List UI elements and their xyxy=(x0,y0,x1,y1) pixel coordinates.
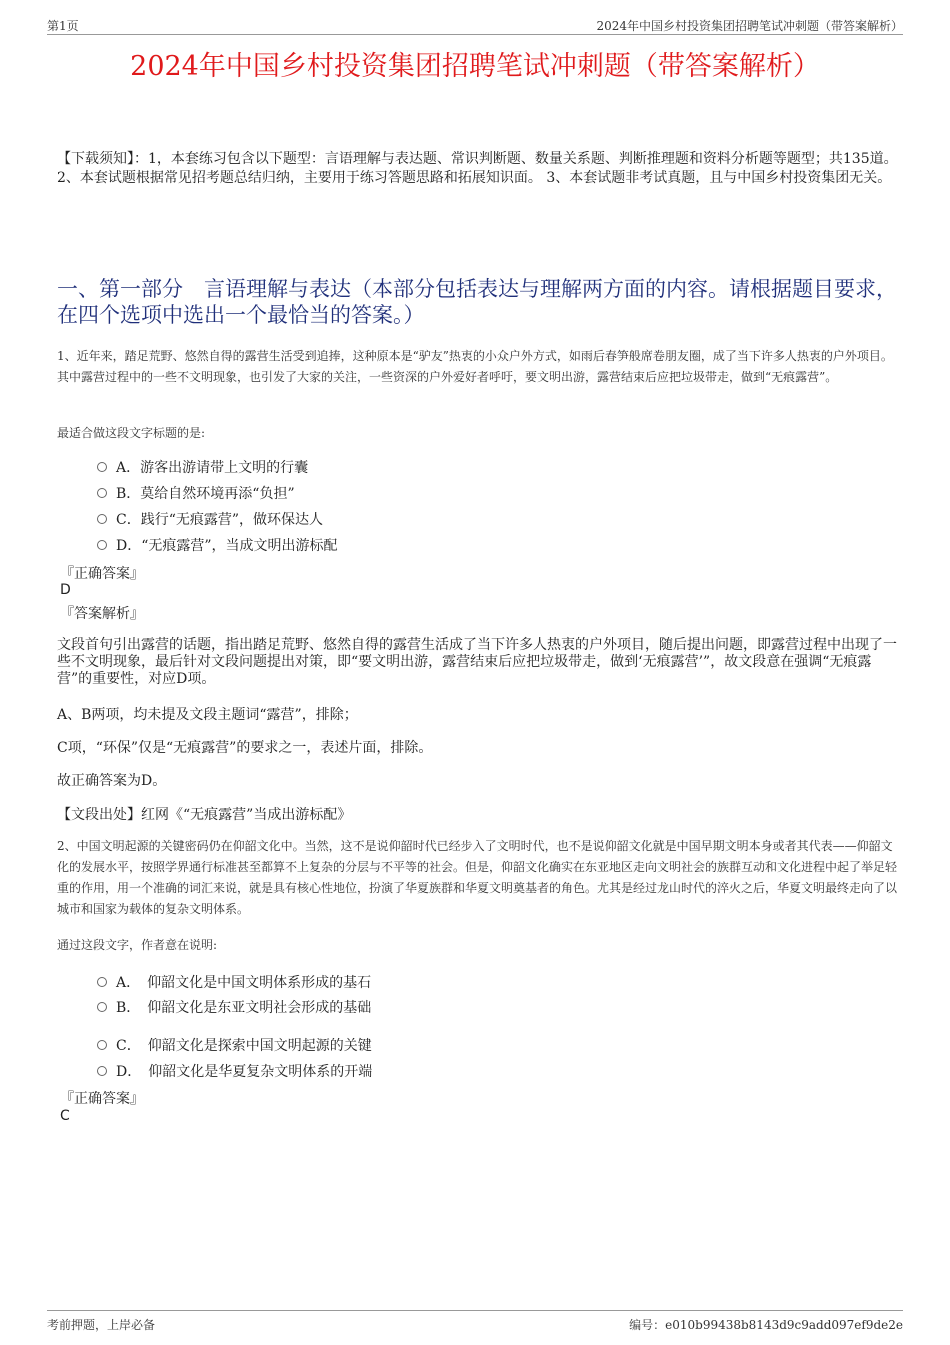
radio-icon[interactable] xyxy=(97,540,107,550)
q1-analysis-paragraph: 文段首句引出露营的话题，指出踏足荒野、悠然自得的露营生活成了当下许多人热衷的户外项目，随后提出问题，即露营过程中出现了一些不文明现象，最后针对文段问题提出对策，即“要文明出游，露营结束后应把垃圾带走，做到‘无痕露营’”，故文段意在强调“无痕露营”的重要性，对应D项。 xyxy=(57,637,897,687)
q2-option-a[interactable] xyxy=(97,972,371,992)
question-2-text: 2、中国文明起源的关键密码仍在仰韶文化中。当然，这不是说仰韶时代已经步入了文明时代，也不是说仰韶文化就是中国早期文明本身或者其代表——仰韶文化的发展水平，按照学界通行标准甚至都算不上复杂的分层与不平等的社会。但是，仰韶文化确实在东亚地区走向文明社会的族群互动和文化进程中起了举足轻重的作用，用一个准确的词汇来说，就是具有核心性地位，扮演了华夏族群和华夏文明奠基者的角色。尤其是经过龙山时代的淬火之后，华夏文明最终走向了以城市和国家为载体的复杂文明体系。 xyxy=(57,839,898,916)
question-2-prompt: 通过这段文字，作者意在说明: xyxy=(57,938,218,952)
radio-icon[interactable] xyxy=(97,1040,107,1050)
q1-answer-label: 『正确答案』 xyxy=(60,566,144,582)
page-number: 第1页 xyxy=(47,19,79,33)
section-title: 一、第一部分 言语理解与表达（本部分包括表达与理解两方面的内容。请根据题目要求，在四个选项中选出一个最恰当的答案。） xyxy=(57,277,897,327)
q2-option-d[interactable] xyxy=(97,1061,372,1081)
radio-icon[interactable] xyxy=(97,462,107,472)
radio-icon[interactable] xyxy=(97,977,107,987)
q1-option-c[interactable] xyxy=(97,509,323,529)
q1-option-d[interactable] xyxy=(97,535,338,555)
page-header xyxy=(47,14,903,35)
option-label: B．莫给自然环境再添“负担” xyxy=(116,486,295,502)
question-1-prompt: 最适合做这段文字标题的是: xyxy=(57,426,206,440)
q1-option-b[interactable] xyxy=(97,483,295,503)
q1-analysis-paragraph: 故正确答案为D。 xyxy=(57,773,167,789)
radio-icon[interactable] xyxy=(97,488,107,498)
option-label: C．践行“无痕露营”，做环保达人 xyxy=(116,512,324,528)
question-1-text: 1、近年来，踏足荒野、悠然自得的露营生活受到追捧，这种原本是“驴友”热衷的小众户外方式，如雨后春笋般席卷朋友圈，成了当下许多人热衷的户外项目。其中露营过程中的一些不文明现象，也引发了大家的关注，一些资深的户外爱好者呼吁，要文明出游，露营结束后应把垃圾带走，做到“无痕露营”。 xyxy=(57,349,893,384)
footer-doc-id: 编号：e010b99438b8143d9c9add097ef9de2e xyxy=(629,1318,903,1332)
q2-option-b[interactable] xyxy=(97,997,371,1017)
q1-analysis-label: 『答案解析』 xyxy=(60,606,144,622)
q1-analysis-paragraph: A、B两项，均未提及文段主题词“露营”，排除； xyxy=(57,707,358,723)
option-label: A． 仰韶文化是中国文明体系形成的基石 xyxy=(116,975,372,991)
q1-analysis-paragraph: C项，“环保”仅是“无痕露营”的要求之一，表述片面，排除。 xyxy=(57,740,433,756)
radio-icon[interactable] xyxy=(97,514,107,524)
q1-option-a[interactable] xyxy=(97,457,308,477)
option-label: B． 仰韶文化是东亚文明社会形成的基础 xyxy=(116,1000,372,1016)
footer-slogan: 考前押题，上岸必备 xyxy=(47,1318,156,1332)
radio-icon[interactable] xyxy=(97,1002,107,1012)
q1-source: 【文段出处】红网《“无痕露营”当成出游标配》 xyxy=(57,807,352,823)
q1-answer: D xyxy=(60,582,71,598)
page-footer xyxy=(47,1310,903,1333)
option-label: C． 仰韶文化是探索中国文明起源的关键 xyxy=(116,1038,372,1054)
download-notice: 【下载须知】：1，本套练习包含以下题型：言语理解与表达题、常识判断题、数量关系题、判断推理题和资料分析题等题型；共135道。 2、本套试题根据常见招考题总结归纳，主要用于练习答题思路和拓展知识面。 3、本套试题非考试真题，且与中国乡村投资集团无关。 xyxy=(57,151,898,186)
q2-option-c[interactable] xyxy=(97,1035,372,1055)
q2-answer: C xyxy=(60,1108,70,1124)
option-label: A．游客出游请带上文明的行囊 xyxy=(116,460,309,476)
q2-answer-label: 『正确答案』 xyxy=(60,1091,144,1107)
option-label: D． 仰韶文化是华夏复杂文明体系的开端 xyxy=(116,1064,373,1080)
radio-icon[interactable] xyxy=(97,1066,107,1076)
option-label: D．“无痕露营”，当成文明出游标配 xyxy=(116,538,338,554)
document-title: 2024年中国乡村投资集团招聘笔试冲刺题（带答案解析） xyxy=(130,51,820,82)
header-doc-title: 2024年中国乡村投资集团招聘笔试冲刺题（带答案解析） xyxy=(596,19,903,33)
